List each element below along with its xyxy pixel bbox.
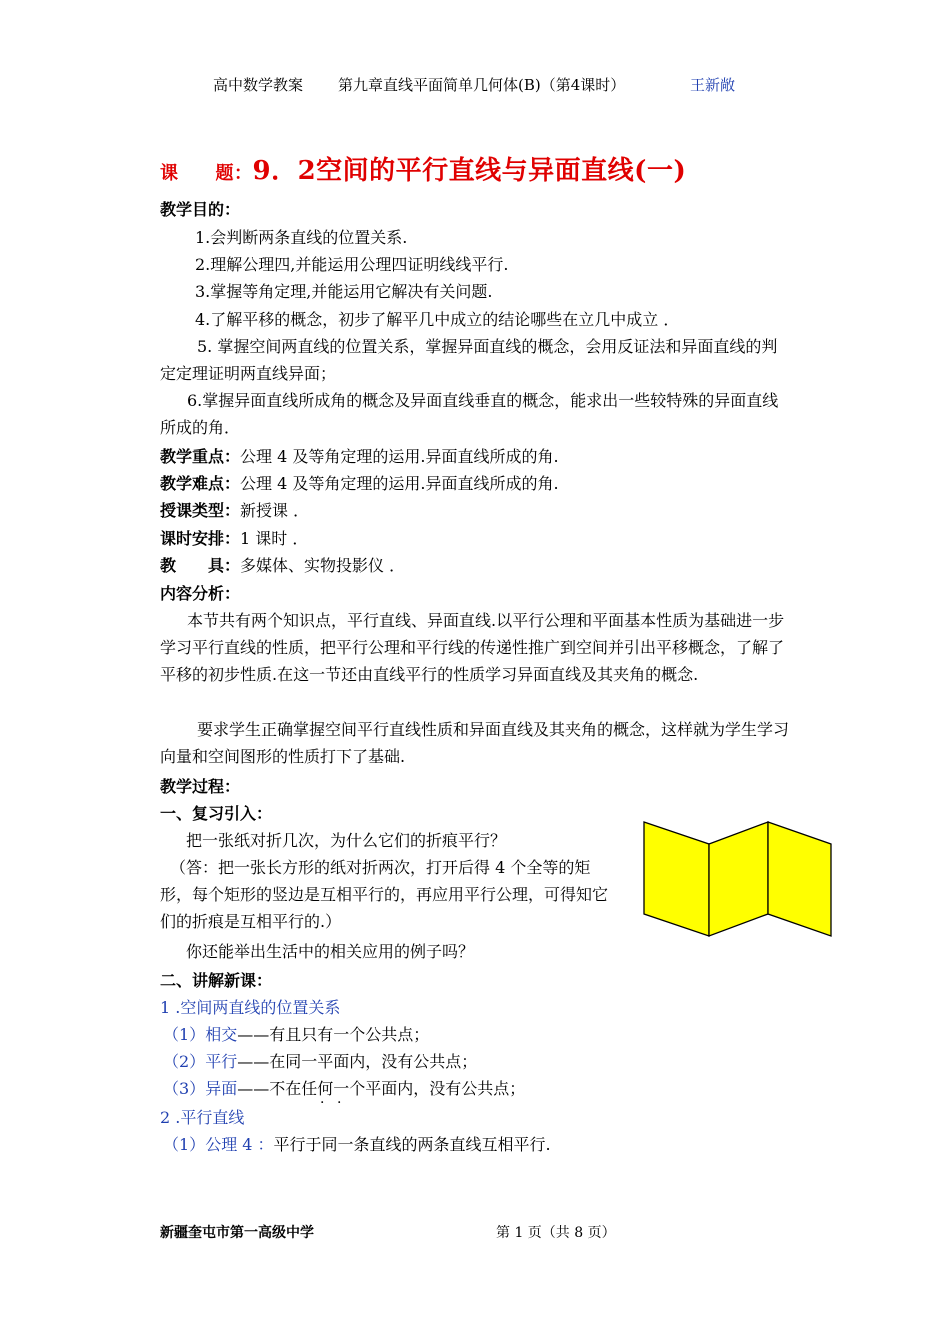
fold-panel-1 [644, 822, 709, 936]
review-heading: 一、复习引入： [160, 804, 273, 823]
relation-term: 异面 [205, 1079, 238, 1098]
lesson-type [160, 497, 309, 524]
relation-desc: ——不在任何一个平面内，没有公共点； [237, 1079, 526, 1098]
lesson-tools [160, 552, 405, 579]
review-question: 把一张纸对折几次，为什么它们的折痕平行？ [186, 831, 507, 850]
key-text: 公理 4 及等角定理的运用.异面直线所成的角. [240, 447, 559, 466]
review-question-2: 你还能举出生活中的相关应用的例子吗？ [186, 942, 475, 961]
process-heading: 教学过程： [160, 777, 241, 796]
fold-panel-3 [768, 822, 831, 936]
objective-4: 4.了解平移的概念，初步了解平几中成立的结论哪些在立几中成立 ． [195, 310, 680, 329]
relation-num: （1） [163, 1025, 206, 1044]
difficult-label: 教学难点： [160, 474, 241, 493]
objectives-heading: 教学目的： [160, 200, 241, 219]
relation-intersecting [163, 1021, 429, 1048]
time-label: 课时安排： [160, 529, 241, 548]
objective-3: 3.掌握等角定理,并能运用它解决有关问题. [195, 282, 493, 301]
axiom-term: 公理 4 ： [205, 1135, 274, 1154]
objective-2: 2.理解公理四,并能运用公理四证明线线平行. [195, 255, 509, 274]
relation-desc: ——在同一平面内，没有公共点； [237, 1052, 478, 1071]
type-label: 授课类型： [160, 501, 241, 520]
page-title [160, 150, 686, 187]
type-text: 新授课 ． [240, 501, 310, 520]
objective-5: 5. 掌握空间两直线的位置关系，掌握异面直线的概念，会用反证法和异面直线的判定定理证明两直线异面； [160, 337, 778, 383]
objective-1: 1.会判断两条直线的位置关系. [195, 228, 408, 247]
tools-label: 教 具： [160, 556, 241, 575]
header-course: 高中数学教案 [213, 76, 304, 94]
difficult-points [160, 470, 559, 497]
tools-text: 多媒体、实物投影仪 ． [240, 556, 406, 575]
relation-term: 平行 [205, 1052, 238, 1071]
emphasis-dot: · [320, 1095, 325, 1111]
lesson-time [160, 525, 308, 552]
relation-num: （3） [163, 1079, 206, 1098]
header-chapter: 第九章直线平面简单几何体(B)（第4课时） [338, 76, 626, 94]
axiom-4 [163, 1131, 551, 1158]
difficult-text: 公理 4 及等角定理的运用.异面直线所成的角. [240, 474, 559, 493]
title-label: 课 题： [160, 163, 253, 184]
time-text: 1 课时 ． [240, 529, 309, 548]
header-author: 王新敞 [690, 76, 736, 94]
key-points [160, 443, 559, 470]
section-2-title: 2 .平行直线 [160, 1108, 245, 1127]
section-1-title: 1 .空间两直线的位置关系 [160, 998, 341, 1017]
objective-6: 6.掌握异面直线所成角的概念及异面直线垂直的概念，能求出一些较特殊的异面直线所成的角． [160, 391, 779, 437]
relation-desc: ——有且只有一个公共点； [237, 1025, 430, 1044]
relation-term: 相交 [205, 1025, 238, 1044]
axiom-text: 平行于同一条直线的两条直线互相平行. [273, 1135, 551, 1154]
footer-page: 第 1 页（共 8 页） [496, 1225, 616, 1241]
title-text: 9．2空间的平行直线与异面直线(一) [252, 156, 687, 186]
analysis-paragraph-2: 要求学生正确掌握空间平行直线性质和异面直线及其夹角的概念，这样就为学生学习向量和空间图形的性质打下了基础. [160, 720, 790, 766]
review-answer: （答：把一张长方形的纸对折两次，打开后得 4 个全等的矩形，每个矩形的竖边是互相平行的，再应用平行公理，可得知它们的折痕是互相平行的.） [160, 858, 609, 931]
analysis-heading: 内容分析： [160, 584, 241, 603]
new-lesson-heading: 二、讲解新课： [160, 971, 273, 990]
relation-skew [163, 1075, 525, 1102]
fold-panel-2 [709, 822, 768, 936]
footer-school: 新疆奎屯市第一高级中学 [160, 1225, 314, 1241]
key-label: 教学重点： [160, 447, 241, 466]
axiom-num: （1） [163, 1135, 206, 1154]
emphasis-dot: · [337, 1095, 342, 1111]
relation-parallel [163, 1048, 477, 1075]
relation-num: （2） [163, 1052, 206, 1071]
folded-paper-figure [640, 818, 835, 940]
analysis-paragraph-1: 本节共有两个知识点，平行直线、异面直线.以平行公理和平面基本性质为基础进一步学习平行直线的性质，把平行公理和平行线的传递性推广到空间并引出平移概念，了解了平移的初步性质.在这一节还由直线平行的性质学习异面直线及其夹角的概念. [160, 611, 785, 684]
